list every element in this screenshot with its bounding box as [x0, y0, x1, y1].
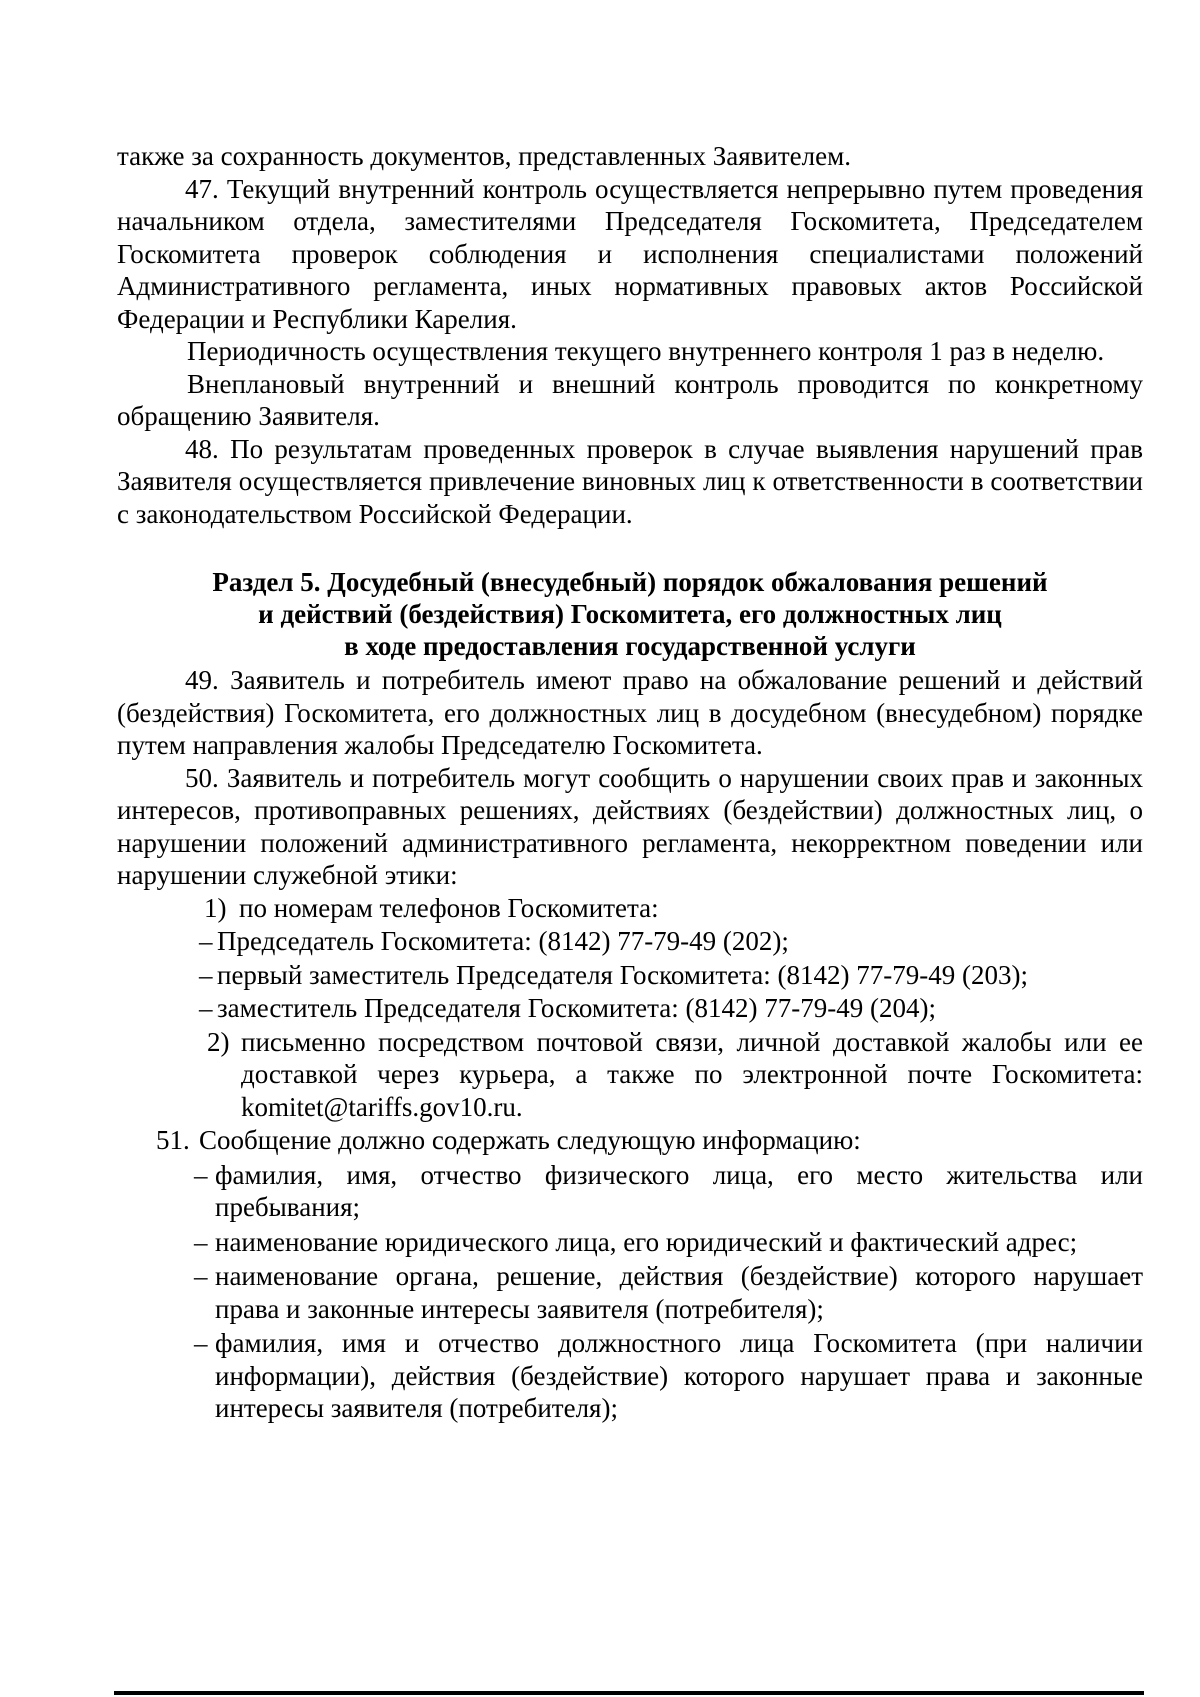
phone-entry-text: Председатель Госкомитета: (8142) 77-79-49 (202);: [217, 926, 789, 956]
paragraph-number: 51.: [156, 1125, 190, 1155]
section-heading-line-3: в ходе предоставления государственной услуги: [344, 631, 916, 661]
list-marker: 1): [204, 892, 227, 923]
paragraph-intro: также за сохранность документов, представленных Заявителем.: [117, 141, 851, 171]
paragraph-51: [117, 1124, 1143, 1157]
phone-list-item: [117, 992, 1143, 1025]
paragraph-49: 49. Заявитель и потребитель имеют право на обжалование решений и действий (бездействия) Госкомитета, его должностных лиц в досудебном (внесудебном) порядке путем направления жалобы Председателю Госкомитета.: [117, 665, 1143, 760]
dash-marker: –: [194, 1328, 208, 1358]
required-info-text: фамилия, имя и отчество должностного лица Госкомитета (при наличии информации), действия (бездействие) которого нарушает права и законные интересы заявителя (потребителя);: [215, 1328, 1143, 1423]
paragraph-48: 48. По результатам проведенных проверок в случае выявления нарушений прав Заявителя осуществляется привлечение виновных лиц к ответственности в соответствии с законодательством Российской Федерации.: [117, 433, 1143, 529]
section-heading-line-1: Раздел 5. Досудебный (внесудебный) порядок обжалования решений: [212, 567, 1048, 597]
paragraph-50: 50. Заявитель и потребитель могут сообщить о нарушении своих прав и законных интересов, противоправных решениях, действиях (бездействии) должностных лиц, о нарушении положений административного регламента, некорректном поведении или нарушении служебной этики:: [117, 762, 1143, 890]
paragraph-47: 47. Текущий внутренний контроль осуществляется непрерывно путем проведения начальником отдела, заместителями Председателя Госкомитета, Председателем Госкомитета проверок соблюдения и исполнения специалистами положений Административного регламента, иных нормативных правовых актов Российской Федерации и Республики Карелия.: [117, 173, 1143, 334]
dash-marker: –: [194, 1159, 208, 1190]
phone-list-item: [117, 959, 1143, 992]
required-info-text: наименование органа, решение, действия (бездействие) которого нарушает права и законные интересы заявителя (потребителя);: [215, 1261, 1143, 1324]
dash-marker: –: [199, 993, 213, 1023]
phone-list-item: [117, 925, 1143, 958]
dash-marker: –: [194, 1226, 208, 1257]
dash-marker: –: [199, 959, 213, 990]
paragraph-51-text: Сообщение должно содержать следующую информацию:: [199, 1125, 861, 1155]
paragraph-47-unplanned: Внеплановый внутренний и внешний контроль проводится по конкретному обращению Заявителя.: [117, 368, 1143, 431]
phone-entry-text: заместитель Председателя Госкомитета: (8142) 77-79-49 (204);: [217, 993, 936, 1023]
required-info-item: [117, 1260, 1143, 1325]
section-heading-line-2: и действий (бездействия) Госкомитета, его должностных лиц: [258, 599, 1002, 629]
required-info-item: [117, 1159, 1143, 1224]
phone-entry-text: первый заместитель Председателя Госкомитета: (8142) 77-79-49 (203);: [217, 959, 1028, 990]
section-5-heading: [117, 566, 1143, 662]
paragraph-47-periodicity: Периодичность осуществления текущего внутреннего контроля 1 раз в неделю.: [187, 336, 1105, 366]
dash-marker: –: [199, 926, 213, 956]
required-info-text: фамилия, имя, отчество физического лица, его место жительства или пребывания;: [215, 1159, 1143, 1222]
required-info-item: [117, 1226, 1143, 1259]
required-info-item: [117, 1327, 1143, 1425]
list-item-written-contacts: [117, 1026, 1143, 1124]
document-body: [117, 140, 1143, 1425]
dash-marker: –: [194, 1261, 208, 1291]
list-marker: 2): [207, 1026, 230, 1057]
list-item-phone-contacts: [117, 892, 1143, 925]
required-info-text: наименование юридического лица, его юридический и фактический адрес;: [215, 1226, 1078, 1257]
footer-rule: [114, 1691, 1144, 1695]
list-item-text: по номерам телефонов Госкомитета:: [239, 892, 659, 923]
list-item-text: письменно посредством почтовой связи, личной доставкой жалобы или ее доставкой через курьера, а также по электронной почте Госкомитета: komitet@tariffs.gov10.ru.: [241, 1026, 1143, 1122]
